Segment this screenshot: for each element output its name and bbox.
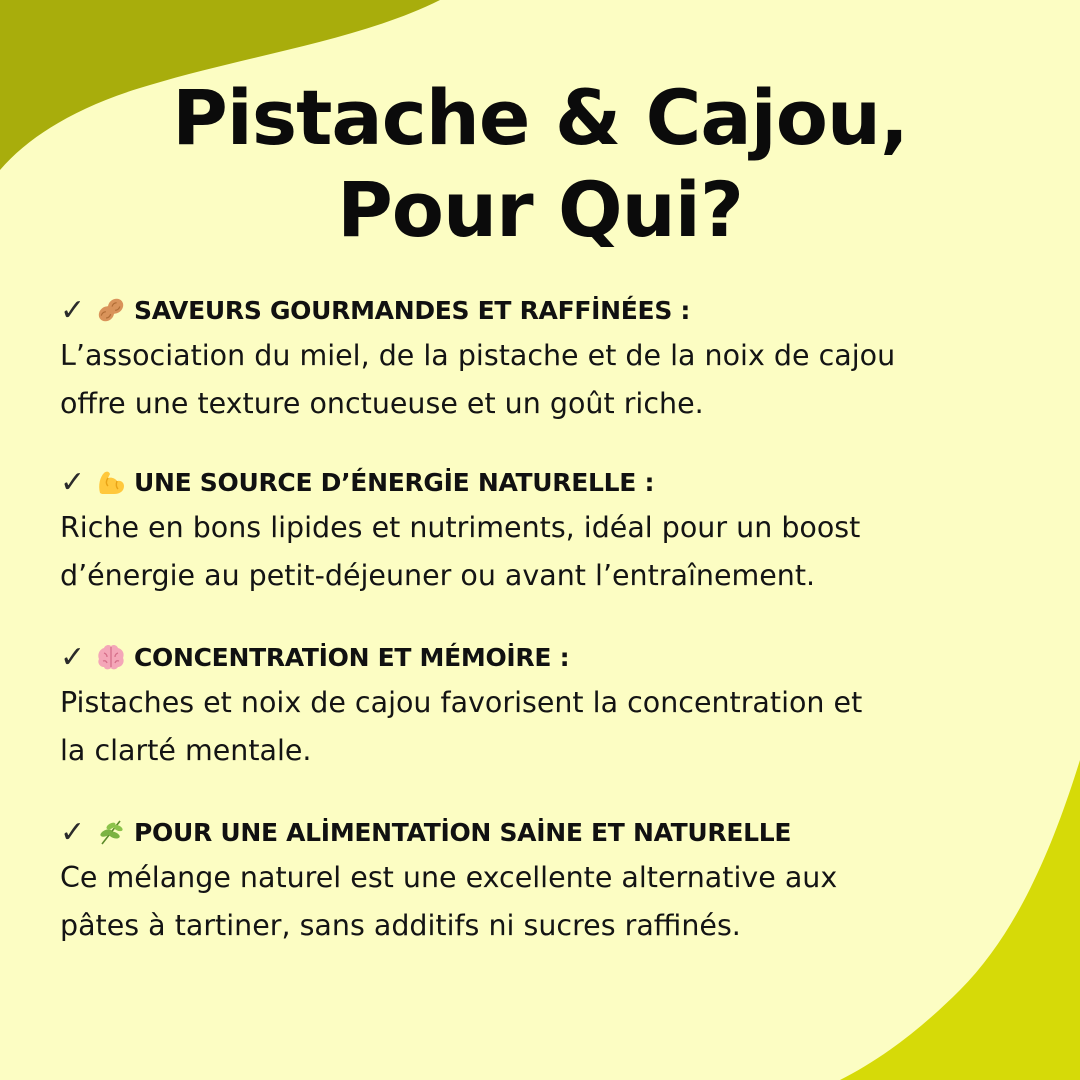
- checkmark-icon: ✓: [60, 292, 86, 328]
- title-line-2: Pour Qui?: [337, 165, 743, 254]
- section-heading-row: [60, 462, 1020, 502]
- checkmark-icon: ✓: [60, 639, 86, 675]
- body-line: la clarté mentale.: [60, 734, 312, 767]
- peanut-icon: [94, 293, 128, 327]
- body-line: Pistaches et noix de cajou favorisent la concentration et: [60, 686, 863, 719]
- flexed-biceps-icon: [94, 465, 128, 499]
- section-heading: CONCENTRATİON ET MÉMOİRE :: [134, 642, 570, 672]
- section-body: [60, 854, 1020, 950]
- herb-icon: [94, 815, 128, 849]
- section-heading-row: [60, 290, 1020, 330]
- section-energie: [60, 462, 1020, 600]
- section-saveurs: [60, 290, 1020, 428]
- section-concentration: [60, 637, 1020, 775]
- title-line-1: Pistache & Cajou,: [172, 73, 908, 162]
- section-heading-row: [60, 812, 1020, 852]
- checkmark-icon: ✓: [60, 814, 86, 850]
- section-heading: UNE SOURCE D’ÉNERGİE NATURELLE :: [134, 467, 655, 497]
- section-alimentation: [60, 812, 1020, 950]
- brain-icon: [94, 640, 128, 674]
- body-line: pâtes à tartiner, sans additifs ni sucres raffinés.: [60, 909, 741, 942]
- body-line: Ce mélange naturel est une excellente alternative aux: [60, 861, 838, 894]
- section-heading-row: [60, 637, 1020, 677]
- body-line: Riche en bons lipides et nutriments, idéal pour un boost: [60, 511, 861, 544]
- body-line: offre une texture onctueuse et un goût riche.: [60, 387, 704, 420]
- section-body: [60, 332, 1020, 428]
- section-body: [60, 679, 1020, 775]
- section-heading: SAVEURS GOURMANDES ET RAFFİNÉES :: [134, 295, 691, 325]
- body-line: d’énergie au petit-déjeuner ou avant l’entraînement.: [60, 559, 816, 592]
- section-body: [60, 504, 1020, 600]
- section-heading: POUR UNE ALİMENTATİON SAİNE ET NATURELLE: [134, 817, 792, 847]
- page-title: [0, 72, 1080, 256]
- checkmark-icon: ✓: [60, 464, 86, 500]
- body-line: L’association du miel, de la pistache et de la noix de cajou: [60, 339, 896, 372]
